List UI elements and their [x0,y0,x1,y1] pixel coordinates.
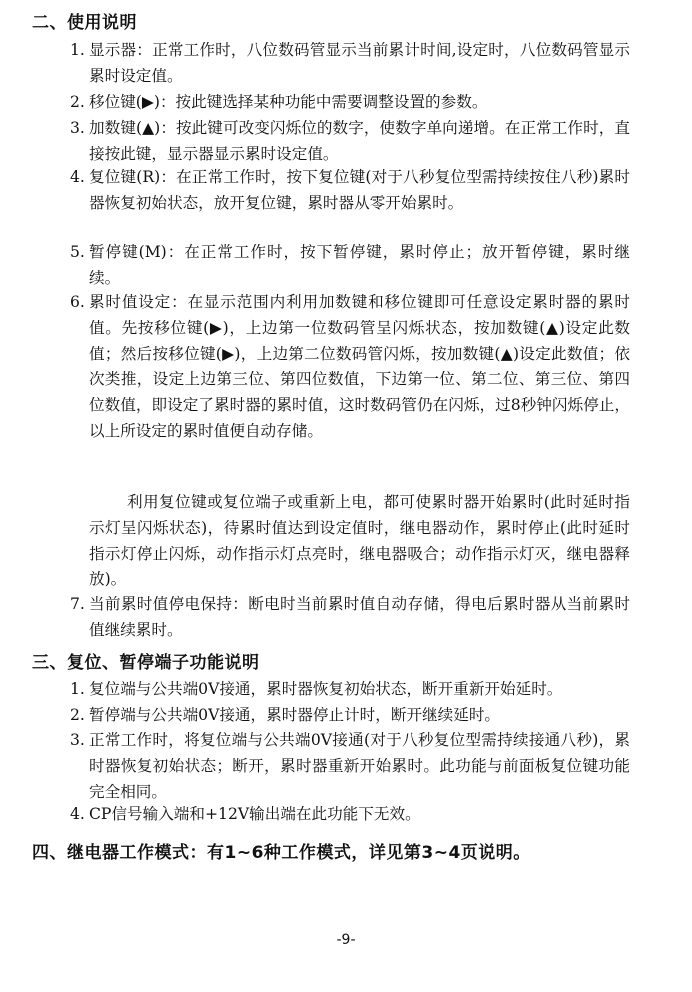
list-item-reset-key [70,165,630,217]
list-item-shift-key [70,90,630,116]
list-item-display [70,38,630,90]
list-item-reset-terminal [70,677,630,703]
item-number: 7. [70,595,85,613]
item-text: 暂停键(M)：在正常工作时，按下暂停键，累时停止；放开暂停键，累时继续。 [89,243,630,287]
item-text: 暂停端与公共端0V接通，累时器停止计时，断开继续延时。 [89,706,501,724]
item-number: 1. [70,41,85,59]
item-number: 3. [70,119,85,137]
list-item-cp-signal [70,802,630,828]
item-number: 5. [70,243,85,261]
item-number: 2. [70,706,85,724]
item-text: 复位键(R)：在正常工作时，按下复位键(对于八秒复位型需持续按住八秒)累时器恢复初始状态，放开复位键，累时器从零开始累时。 [89,168,630,212]
list-item-power-off-retention [70,592,630,644]
item-text: 加数键(▲)：按此键可改变闪烁位的数字，使数字单向递增。在正常工作时，直接按此键，显示器显示累时设定值。 [89,119,630,163]
item-number: 6. [70,293,85,311]
section-heading-relay-modes: 四、继电器工作模式：有1~6种工作模式，详见第3~4页说明。 [32,843,531,863]
list-item-pause-terminal [70,703,630,729]
item-number: 4. [70,168,85,186]
item-number: 4. [70,805,85,823]
item-text: 显示器：正常工作时，八位数码管显示当前累计时间,设定时，八位数码管显示累时设定值。 [89,41,630,85]
list-item-normal-operation [70,728,630,805]
list-item-add-key [70,116,630,168]
item-text: CP信号输入端和+12V输出端在此功能下无效。 [89,805,421,823]
list-item-pause-key [70,240,630,292]
item-text: 累时值设定：在显示范围内利用加数键和移位键即可任意设定累时器的累时值。先按移位键(▶)，上边第一位数码管呈闪烁状态，按加数键(▲)设定此数值；然后按移位键(▶)，上边第二位数码管闪烁，按加数键(▲)设定此数值；依次类推，设定上边第三位、第四位数值，下边第一位、第二位、第三位、第四位数值，即设定了累时器的累时值，这时数码管仍在闪烁，过8秒钟闪烁停止，以上所设定的累时值便自动存储。 [89,293,630,440]
list-item-value-setting [70,290,630,445]
page-number: -9- [336,932,356,948]
item-text: 复位端与公共端0V接通，累时器恢复初始状态，断开重新开始延时。 [89,680,563,698]
section-heading-terminals: 三、复位、暂停端子功能说明 [32,653,260,673]
item-text: 当前累时值停电保持：断电时当前累时值自动存储，得电后累时器从当前累时值继续累时。 [89,595,630,639]
section-heading-usage: 二、使用说明 [32,13,137,33]
item-text: 正常工作时，将复位端与公共端0V接通(对于八秒复位型需持续接通八秒)，累时器恢复初始状态；断开，累时器重新开始累时。此功能与前面板复位键功能完全相同。 [89,731,630,801]
continuation-paragraph: 利用复位键或复位端子或重新上电，都可使累时器开始累时(此时延时指示灯呈闪烁状态)，待累时值达到设定值时，继电器动作，累时停止(此时延时指示灯停止闪烁，动作指示灯点亮时，继电器吸合；动作指示灯灭，继电器释放)。 [89,493,630,589]
item-text: 移位键(▶)：按此键选择某种功能中需要调整设置的参数。 [89,93,488,111]
item-number: 1. [70,680,85,698]
item-number: 2. [70,93,85,111]
item-number: 3. [70,731,85,749]
